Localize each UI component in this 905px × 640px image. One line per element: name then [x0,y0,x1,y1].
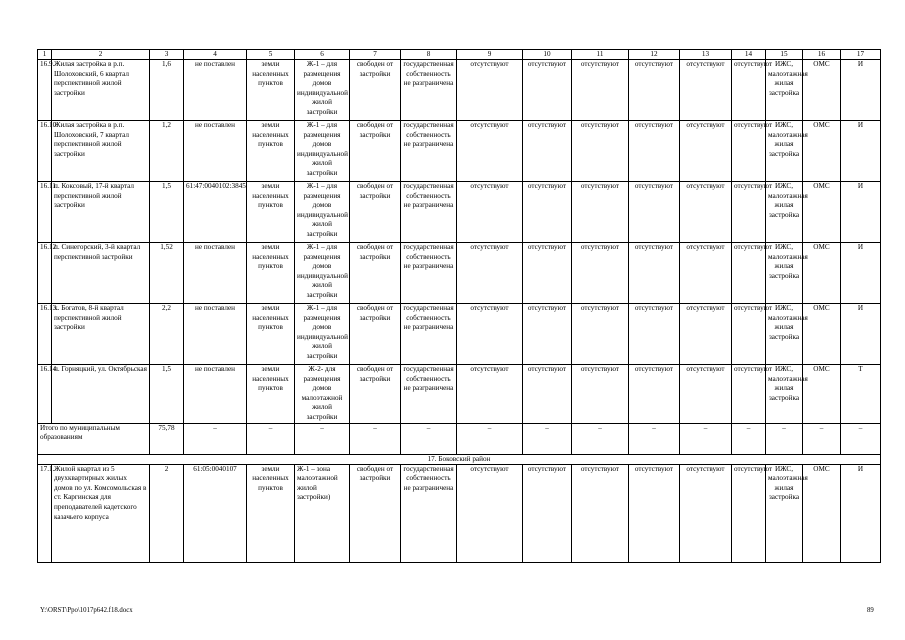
land-plots-table [37,49,881,563]
cell-cadastral: не поставлен [184,365,247,424]
cell-10: отсутствуют [523,60,572,121]
cell-name: Жилой квартал из 5 двухквартирных жилых домов по ул. Комсомольская в ст. Каргинская для преподавателей кадетского казачьего корпуса [52,464,150,562]
cell-type: И [841,243,881,304]
cell-org: ОМС [803,182,841,243]
cell-ownership: государственная собственность не разграничена [401,243,457,304]
total-dash: – [803,423,841,454]
total-area: 75,78 [150,423,184,454]
cell-name: х. Богатов, 8-й квартал перспективной жилой застройки [52,304,150,365]
cell-use: ИЖС, малоэтажная жилая застройка [766,121,803,182]
cell-use: ИЖС, малоэтажная жилая застройка [766,304,803,365]
cell-cadastral: 61:05:0040107 [184,464,247,562]
col-header: 2 [52,50,150,60]
cell-encumbrance: свободен от застройки [350,60,401,121]
cell-name: п. Горняцкий, ул. Октябрьская [52,365,150,424]
col-header: 9 [457,50,523,60]
cell-9: отсутствуют [457,182,523,243]
total-dash: – [457,423,523,454]
cell-12: отсутствуют [629,182,680,243]
cell-11: отсутствуют [572,365,629,424]
cell-10: отсутствуют [523,182,572,243]
cell-10: отсутствуют [523,121,572,182]
cell-9: отсутствуют [457,365,523,424]
cell-ownership: государственная собственность не разграничена [401,304,457,365]
cell-encumbrance: свободен от застройки [350,121,401,182]
cell-org: ОМС [803,121,841,182]
cell-encumbrance: свободен от застройки [350,304,401,365]
col-header: 3 [150,50,184,60]
cell-use: ИЖС, малоэтажная жилая застройка [766,182,803,243]
cell-13: отсутствуют [680,121,732,182]
total-dash: – [295,423,350,454]
cell-10: отсутствуют [523,464,572,562]
cell-encumbrance: свободен от застройки [350,464,401,562]
cell-name: Жилая застройка в р.п. Шолоховский, 6 квартал перспективной жилой застройки [52,60,150,121]
cell-category: земли населенных пунктов [247,60,295,121]
footer-file-path: Y:\ORST\Ppo\1017p642.f18.docx [40,607,133,614]
total-dash: – [766,423,803,454]
cell-12: отсутствуют [629,304,680,365]
total-dash: – [572,423,629,454]
cell-use: ИЖС, малоэтажная жилая застройка [766,464,803,562]
cell-cadastral: 61:47:0040102:3845 [184,182,247,243]
cell-13: отсутствуют [680,304,732,365]
cell-11: отсутствуют [572,121,629,182]
total-dash: – [629,423,680,454]
col-header: 1 [38,50,52,60]
cell-10: отсутствуют [523,365,572,424]
col-header: 11 [572,50,629,60]
cell-category: земли населенных пунктов [247,121,295,182]
cell-9: отсутствуют [457,304,523,365]
cell-use: ИЖС, малоэтажная жилая застройка [766,243,803,304]
col-header: 16 [803,50,841,60]
cell-encumbrance: свободен от застройки [350,243,401,304]
cell-area: 2 [150,464,184,562]
cell-category: земли населенных пунктов [247,243,295,304]
cell-10: отсутствуют [523,243,572,304]
cell-14: отсутствуют [732,243,766,304]
cell-name: п. Коксовый, 17-й квартал перспективной жилой застройки [52,182,150,243]
cell-category: земли населенных пунктов [247,464,295,562]
cell-id: 16.11. [38,182,52,243]
cell-id: 16.12. [38,243,52,304]
cell-area: 1,52 [150,243,184,304]
total-dash: – [247,423,295,454]
cell-13: отсутствуют [680,60,732,121]
cell-type: И [841,121,881,182]
cell-area: 1,5 [150,182,184,243]
table-row [38,464,881,562]
cell-type: И [841,464,881,562]
col-header: 6 [295,50,350,60]
cell-name: п. Синегорский, 3-й квартал перспективной застройки [52,243,150,304]
cell-use: ИЖС, малоэтажная жилая застройка [766,60,803,121]
cell-zone: Ж-1 – для размещения домов индивидуальной жилой застройки [295,304,350,365]
total-dash: – [523,423,572,454]
cell-11: отсутствуют [572,243,629,304]
cell-encumbrance: свободен от застройки [350,182,401,243]
col-header: 8 [401,50,457,60]
total-dash: – [680,423,732,454]
cell-10: отсутствуют [523,304,572,365]
col-header: 13 [680,50,732,60]
column-number-row [38,50,881,60]
cell-13: отсутствуют [680,464,732,562]
cell-category: земли населенных пунктов [247,365,295,424]
total-label: Итого по муниципальным образованиям [38,423,150,454]
cell-id: 17.1. [38,464,52,562]
cell-13: отсутствуют [680,243,732,304]
table-row [38,365,881,424]
cell-ownership: государственная собственность не разграничена [401,121,457,182]
cell-9: отсутствуют [457,60,523,121]
cell-org: ОМС [803,304,841,365]
table-row [38,243,881,304]
table-row [38,304,881,365]
cell-ownership: государственная собственность не разграничена [401,182,457,243]
cell-zone: Ж-1 – для размещения домов индивидуальной жилой застройки [295,121,350,182]
cell-category: земли населенных пунктов [247,304,295,365]
district-title: 17. Боковский район [38,454,881,464]
cell-ownership: государственная собственность не разграничена [401,464,457,562]
cell-11: отсутствуют [572,304,629,365]
cell-zone: Ж-1 – зона малоэтажной жилой застройки) [295,464,350,562]
col-header: 12 [629,50,680,60]
cell-ownership: государственная собственность не разграничена [401,60,457,121]
cell-org: ОМС [803,243,841,304]
col-header: 14 [732,50,766,60]
total-dash: – [841,423,881,454]
total-dash: – [350,423,401,454]
cell-type: Т [841,365,881,424]
cell-13: отсутствуют [680,365,732,424]
table-row [38,121,881,182]
cell-category: земли населенных пунктов [247,182,295,243]
col-header: 17 [841,50,881,60]
cell-12: отсутствуют [629,464,680,562]
total-dash: – [184,423,247,454]
cell-cadastral: не поставлен [184,243,247,304]
cell-12: отсутствуют [629,121,680,182]
col-header: 5 [247,50,295,60]
cell-14: отсутствуют [732,365,766,424]
cell-cadastral: не поставлен [184,304,247,365]
district-header-row [38,454,881,464]
cell-9: отсутствуют [457,243,523,304]
cell-cadastral: не поставлен [184,121,247,182]
cell-14: отсутствуют [732,121,766,182]
cell-org: ОМС [803,464,841,562]
cell-area: 1,2 [150,121,184,182]
cell-name: Жилая застройка в р.п. Шолоховский, 7 квартал перспективной жилой застройки [52,121,150,182]
cell-area: 1,6 [150,60,184,121]
page-number: 89 [867,607,874,614]
cell-14: отсутствуют [732,60,766,121]
cell-encumbrance: свободен от застройки [350,365,401,424]
cell-zone: Ж-1 – для размещения домов индивидуальной жилой застройки [295,243,350,304]
cell-11: отсутствуют [572,464,629,562]
cell-12: отсутствуют [629,365,680,424]
cell-id: 16.9. [38,60,52,121]
col-header: 15 [766,50,803,60]
col-header: 7 [350,50,401,60]
cell-13: отсутствуют [680,182,732,243]
cell-area: 1,5 [150,365,184,424]
cell-id: 16.10. [38,121,52,182]
table-row [38,60,881,121]
cell-zone: Ж-1 – для размещения домов индивидуальной жилой застройки [295,182,350,243]
cell-14: отсутствуют [732,182,766,243]
cell-9: отсутствуют [457,464,523,562]
cell-11: отсутствуют [572,182,629,243]
cell-14: отсутствуют [732,304,766,365]
total-row [38,423,881,454]
cell-11: отсутствуют [572,60,629,121]
cell-type: И [841,60,881,121]
cell-12: отсутствуют [629,60,680,121]
cell-org: ОМС [803,60,841,121]
cell-cadastral: не поставлен [184,60,247,121]
table-row [38,182,881,243]
cell-id: 16.13. [38,304,52,365]
cell-type: И [841,182,881,243]
cell-12: отсутствуют [629,243,680,304]
cell-use: ИЖС, малоэтажная жилая застройка [766,365,803,424]
cell-type: И [841,304,881,365]
col-header: 10 [523,50,572,60]
cell-org: ОМС [803,365,841,424]
cell-id: 16.14. [38,365,52,424]
cell-9: отсутствуют [457,121,523,182]
cell-area: 2,2 [150,304,184,365]
col-header: 4 [184,50,247,60]
cell-zone: Ж-2- для размещения домов малоэтажной жилой застройки [295,365,350,424]
total-dash: – [732,423,766,454]
cell-14: отсутствуют [732,464,766,562]
total-dash: – [401,423,457,454]
cell-zone: Ж-1 – для размещения домов индивидуальной жилой застройки [295,60,350,121]
cell-ownership: государственная собственность не разграничена [401,365,457,424]
